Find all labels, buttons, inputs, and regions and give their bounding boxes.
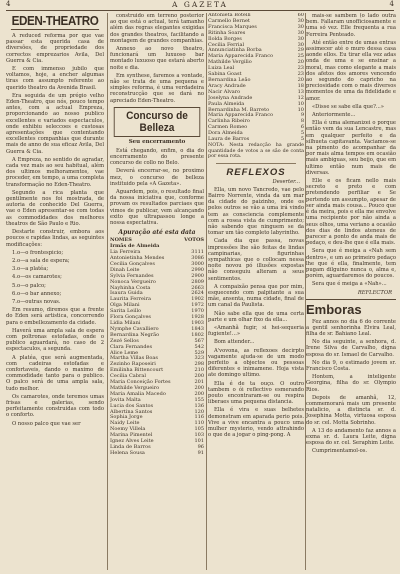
contestant-name: Bernardina Leão [208,76,251,83]
paragraph: Não sabe ella que de uma certa parte e um olhar fixo da ella... [208,310,304,323]
contestant-name: Flora Gonçalves [110,314,151,321]
vote-count: 20 [297,59,304,66]
paragraph: A compaixão pensa que por mim, esquecendo com palpitante a sua mãe, ansenta, numa cidade, final de um canal da Paulista. [208,283,304,309]
paragraph: 3.o—a platéa; [12,266,49,273]
paragraph: A platéa, que será augmentada, com cadeiras estofadas e confortaveis, dando o maximo de commodidade tanto para o publico. O palco será de uma ampla sala, tudo melhor. [6,354,104,392]
vote-count: 210 [194,367,204,374]
contestant-name: Annunciatinha Borba [208,47,262,54]
article-signature: REFLECTOR [357,289,392,296]
contestant-name: Jovita Malta [110,396,141,403]
contestant-name: Antonieta Botelli [208,13,251,18]
vote-count: 25 [297,53,304,60]
contestant-name: Marina Pimentel [110,432,153,439]
article-body-reflexos [208,187,304,439]
article-subheading: Seu encerramento [128,138,186,145]
contestant-name: Albertina Santos [110,408,153,415]
contestant-name: Francisca Marques [208,23,257,30]
contestant-name: Maria Apparecida Franco [208,53,274,60]
vote-count: 116 [194,414,204,421]
vote-count: 30 [297,35,304,42]
article-heading-reflexos: REFLEXOS [226,166,286,178]
paragraph: 7.o—outras novas. [12,298,61,305]
vote-count: 542 [194,343,204,350]
vote-count: 12 [297,94,304,101]
vote-count: 567 [194,337,204,344]
contestant-name: Mathilde Vergueiro [110,384,160,391]
contestant-name: Laura de Barros [208,136,250,143]
vote-count: 13 [297,88,304,95]
page-number-right: 4 [389,0,394,8]
vote-count: 3000 [191,260,204,267]
vote-count: 30 [297,29,304,36]
paragraph: Ella é vira e suas belhetes demonstram em aparada perio pois. Vive a vive encantra a pouco uma mulher mysterio, vendo attrahindo o que de a jogar o ping-pong. A [208,407,304,439]
paragraph: mais-se sambem (o lado outra bem. Fallaram unofficiosamente e uma só vez. Elle frequenta a rua Ferreira Penteado. [306,13,396,38]
vote-count: 1802 [191,331,204,338]
paragraph: Bom attender... [214,339,255,346]
contestant-name: Bernardina Negrão [110,331,160,338]
contestant-name: Cecilia Cabral [110,373,146,380]
votes-table-continued [208,13,304,143]
contestant-name: Lucia dos Santos [110,402,154,409]
contestant-name: Olga Milani [110,302,140,309]
contestant-name: Clara Fernandes [110,343,153,350]
paragraph: Depois de amanhã, 12, commemorará mais um presente natalicio, a distincta sr. d. Josephina Motta, virtuosa esposa do sr. cel. Motta Sobrinho. [306,394,396,426]
contestant-name: Ignez Alves Leite [110,438,154,445]
contestant-name: Dinah Leite [110,266,140,273]
contestant-name: Nymphe Cavalliero [110,325,159,332]
paragraph: Destarte construir, embora aos poucos e rapidas lindas, as seguintes modificações: [6,229,104,248]
contestant-name: Naidy Leite [110,420,140,427]
vote-count: 2624 [191,290,204,297]
masthead [6,0,394,11]
contestant-name: Carmello Bernet [208,17,250,24]
paragraph: 4.o—os camarotes; [12,274,62,281]
contestant-name: Maria Amalia Macedo [110,390,166,397]
paragraph: Até então entre de umas entras assimecer até o muro dessa casa aonde ellos. Eu tirar ella vez adas onda de uma e se ensinar a moral, mas como elegante a mais dos afetos dos amores vencendo ao segundo do capricho na preciosidade com o mais diversos momentos de uma da fidelidade e amor. [306,39,396,102]
contestant-name: Cecilia Gonçalves [110,260,155,267]
vote-count: 155 [194,396,204,403]
article-body-eden-theatro [6,33,104,427]
contestant-name: Sarita Leillo [110,308,142,315]
article-byline: Deserter... [272,178,300,185]
contestant-name: Carlinha Ribeiro [208,118,250,125]
paragraph: 1.o—o frontespicio; [12,249,64,256]
paragraph: 6.o—o bar annexo; [12,290,62,297]
contestant-name: Lidia Milani [110,319,141,326]
paragraph: 2.o—a sala de espera; [12,257,70,264]
paragraph: construido em terreno posterior ao que está o actual, terá tamanho além das regras elegantes exigidas dos grandes theatros, facilitando a montagem de grandes companhias. [110,13,204,44]
vote-count: 23 [297,65,304,72]
vote-count: 30 [297,23,304,30]
vote-count: 5 [300,136,304,143]
vote-count: 30 [297,41,304,48]
vote-count: 9 [300,112,304,119]
contestant-name: Zezé Sellos [110,337,139,344]
vote-count: 201 [194,379,204,386]
paragraph: Ella, um novo Tancredo, vae pelo Bairro Norrente, vinda da um mar da cidade do paizinho, onde os pelos outros se vão a uma irá vindo tem as consciencia complemente com a rosea vista de cumprimento; não sabendo que ninguem se da tomar um tão completo labyrintho. [208,186,304,237]
contestant-name: Laurita Ferreira [110,296,151,303]
vote-count: 200 [194,384,204,391]
contestant-name: Noemy Villela [110,426,146,433]
vote-count: 200 [194,373,204,380]
paragraph: O nosso palco que vae ser [12,420,81,427]
vote-count: 8 [300,118,304,125]
contestant-name: Sophia Jorge [110,414,143,421]
paragraph: No dia seguinte, a senhora, d. Irene Silva de Carvalho, digna esposa do sr. Ismael de Carvalho. [306,339,396,358]
contestant-name: Cecilia Ferrial [208,41,245,48]
column-divider [206,13,207,570]
article-body-emboras [306,319,396,455]
vote-count: 101 [194,438,204,445]
article-body-reflexos-continued [306,13,396,288]
paragraph: A reduced reforma por que vae passar esta querida casa de diversões, de propriedade dos correctos emprezarios Avila, Del Guerra & Cia. [6,33,104,64]
article-heading-emboras: Emboras [306,299,396,317]
contestant-name: Carmen Romeo [208,124,248,131]
contestant-name: Paula Almeida [208,100,245,107]
column-3 [208,13,304,570]
vote-count: 1928 [191,314,204,321]
vote-count: 2900 [191,272,204,279]
newspaper-title: A GAZETA [172,0,228,9]
contestant-name: Dora Almeida [208,130,243,137]
paragraph: Segundo a rica planta que gentilmente nos foi mostrada, de autoria de conhecido Del Guerra, vae o Eden apresentar-se com todas as commodidades dos melhores theatros de São Paulo e Rio. [6,189,104,227]
vote-count: 200 [194,390,204,397]
vote-count: 20 [297,76,304,83]
paragraph: Hontem, a inteligente Georgina, filha do sr. Olympio Rios. [306,374,396,393]
vote-count: 1972 [191,302,204,309]
column-divider [107,13,108,570]
divider [216,163,296,164]
paragraph: Sera que é meiga a «Nah sem dentro», e um ao primeiro pedaço lhe que é ella, finalmente, tem pugam dilguino nunca o, alma e, porém, aguardaremos do poucos. [306,248,396,280]
paragraph: Haverá uma ampla sala de espera com poltronas estofadas, onde o publico aguardará, no caso de 2 espectaculos, a segunda. [6,327,104,353]
votes-header-names: NOMES [110,237,132,244]
article-heading-eden-theatro: EDEN-THEATRO [11,13,99,28]
page-number-left: 4 [6,0,11,8]
vote-count: 529 [194,349,204,356]
contestant-name: Martha Villas Boas [110,355,158,362]
paragraph: «Disse se sabe ella que?...» [312,103,384,110]
vote-count: 1902 [191,296,204,303]
vote-count: 5 [300,130,304,137]
vote-count: 2663 [191,284,204,291]
table-note: NOTA: Nesta redacção ha grande quantidade de votos a se são de conta por essa rota. [208,142,304,160]
paragraph: Cumprimentamol-os. [312,448,368,455]
vote-count: 103 [194,432,204,439]
column-1 [6,13,104,570]
paragraph: Em synthese, faremos a vontade, não se trata de uma pequena e simples reforma, é uma verdadeira reconstrucção que se dará no apreciado Eden-Theatro. [110,72,204,104]
paragraph: 5.o—o palco; [12,282,46,289]
vote-count: 120 [194,408,204,415]
paragraph: Aguardem, pois, o resultado final da nossa iniciativa que, conforme provam os resultados parciaes que vimos de publicar, vem alcançando exito que ultrapassou longe a nossa espectativa. [110,189,204,227]
vote-count: 10 [297,106,304,113]
column-4 [306,13,396,570]
vote-count: 10 [297,100,304,107]
vote-count: 3086 [191,255,204,261]
paragraph: A 13 do andamento faz annos a exma sr. d. Laura Leite, digna esposa do sr. cel. Seraphim Leite. [306,427,396,447]
paragraph: Annexo ao novo theatro, funcionará um luxuoso bar montado luxuoso que estará aberto noite e dia. [110,46,204,71]
paragraph: Ella é uma alemanizei o porque então vem da sua Lencastre, mas em qualquer perfeito e da silhueta capitavanta. Vaciamos-se na pimento do acompanhar da por mais alma tempos em ocasião mais ambiguas, seu beijo, que em ultimo então num mais de diversas. [306,120,396,176]
article-heading-concurso-belleza: Concurso de Belleza [114,107,200,137]
contestant-name: Aracy Andrade [208,82,246,89]
article-body-eden-continued [110,13,204,104]
contestant-name: Linda de Barros [110,444,151,450]
vote-count: 2990 [191,266,204,273]
contestant-name: Ilolda Borges [208,35,242,42]
vote-count: 23 [297,71,304,78]
vote-count: 105 [194,426,204,433]
contestant-name: Alice Leme [110,349,139,356]
vote-count: 3111 [191,249,204,256]
apuracao-title: Apuração até esta data [118,229,196,237]
paragraph: Sera que é meiga a «Nah»... [312,281,387,288]
vote-count: 136 [194,402,204,409]
article-body-concurso [110,148,204,226]
votes-table-row [110,451,204,457]
contestant-name: Luiza Leal [208,65,235,72]
contestant-name: Sylvia Fernandes [110,272,154,279]
paragraph: Cada dia que passa, novas impressões lhe são feitas de lindas campinarias, figurinhas sympathicas que o collocam nessa noite novou pó illusões expostas não conseguiu alteram a seus sentimentos. [208,238,304,282]
paragraph: E com immenso jubilo que voltamos, hoje, a encher algumas tiras com assumpto referente ao querido theatro da Avenida Brasil. [6,66,104,91]
contestant-name: Antonietinha Mendes [110,255,165,261]
vote-count: 2809 [191,278,204,285]
paragraph: A'vovona, as reflexoes decirpto vagamente ajuda-se de um modo perfeito a objectos ou pessoas diferentes e inimamene. Hoja vista ate domingo ultimo. [208,347,304,379]
contestant-name: Zezinho Raposeiri [110,361,156,368]
vote-count: 60 [297,13,304,18]
vote-count: 298 [194,361,204,368]
vote-count: 1843 [191,325,204,332]
paragraph: Em resumo, diremos que a frente do Eden será artistica, concorrendo para o embellezamento da cidade. [6,307,104,326]
votes-table-group: Irmãs de Almeida [110,243,160,250]
vote-count: 18 [297,82,304,89]
paragraph: Os camarotes, onde teremos umas frisas e galerias, sendo perfeitamente construidas com todo o conforto. [6,393,104,419]
vote-count: 91 [197,449,204,456]
contestant-name: Maria Apparecida Franco [208,112,274,119]
votes-header-votes: VOTOS [184,237,204,244]
paragraph: Elle e os ficam nello mais secreto e preto e com pretendendo perfiliar e Se pertendo um assumpto, apesar de ser ainda mais cousa... Pouco que é da meira, pois e ella me envolve uma recipiente por não ainda a seus olhos, uma veriano a ocasião dos dias de lindos ateneus de parecer a ponto de anda mais de pedaço, e deu-lhe que é ella mais. [306,178,396,247]
vote-count: 1970 [191,308,204,315]
paragraph: No dia 9, o estimado jovem sr. Francisco Costa. [306,359,396,372]
contestant-name: Mathilde Vergilio [208,59,252,66]
vote-count: 30 [297,17,304,24]
contestant-name: Sabina Goast [208,71,242,78]
contestant-name: Joselyna Andrade [208,94,253,101]
vote-count: 6 [300,124,304,131]
paragraph: «Amanhã fugir, si hei-sequeria fugiente!...» [208,324,304,338]
vote-count: 110 [194,420,204,427]
paragraph: Era seguida de um prégio velho Eden-Theatro, que nós, pouco tempo antes, com a actual Empreza, proporcionando ao nosso publico excellentes e variados espectaculos, onde exhibiu seleccoes e custosas apresentações que contentando excellentes companhias que durante mais de anno de sua eficaz Avila, Del Guerra & Cia. [6,92,104,155]
paragraph: Fez annos no dia 6 do corrente a gentil senhorinha Elvira Leal, filha de sr. Bahiano Leal. [306,318,396,337]
contestant-name: Isaura Guida [110,290,143,297]
paragraph: Anteriormente... [312,112,356,119]
paragraph: A Empreza, no sentido de agradar, cada vez mais ao seu habitual, além dos ultimos melhoramentos, vae proceder, em tempo, a uma completa transformação no Eden-Theatro. [6,156,104,188]
votes-table [110,238,204,457]
contestant-name: Nonoca Vergueiro [110,278,156,285]
contestant-name: Bernardinha M. Barreto [208,106,270,113]
paragraph: Deverá encerrar-se, no proximo mez, o concurso de belleza instituido pela «A Gazeta». [110,168,204,187]
vote-count: 29 [297,47,304,54]
contestant-name: Nacir Alvaro [208,88,241,95]
vote-count: 323 [194,355,204,362]
contestant-name: Maria Conceição Fortes [110,379,171,386]
vote-count: 96 [197,444,204,450]
vote-count: 1903 [191,319,204,326]
paragraph: Ella é de ta ouço. O outro tambem o ói reflectivo esmerando pouto encontraram-se ou respira liberaes uma pequena distancia. [208,380,304,406]
contestant-name: Ritinha Soares [208,29,246,36]
column-2 [110,13,204,570]
contestant-name: Nayhinha Costa [110,284,151,291]
contestant-name: Emilinha Bittencourt [110,367,164,374]
contestant-name: Lia Ferreira [110,249,141,256]
paragraph: Está chegando, enfim, o dia do encerramento do presente concurso de collo no Belo. [110,147,204,167]
contestant-name: Helena Sousa [110,449,145,456]
